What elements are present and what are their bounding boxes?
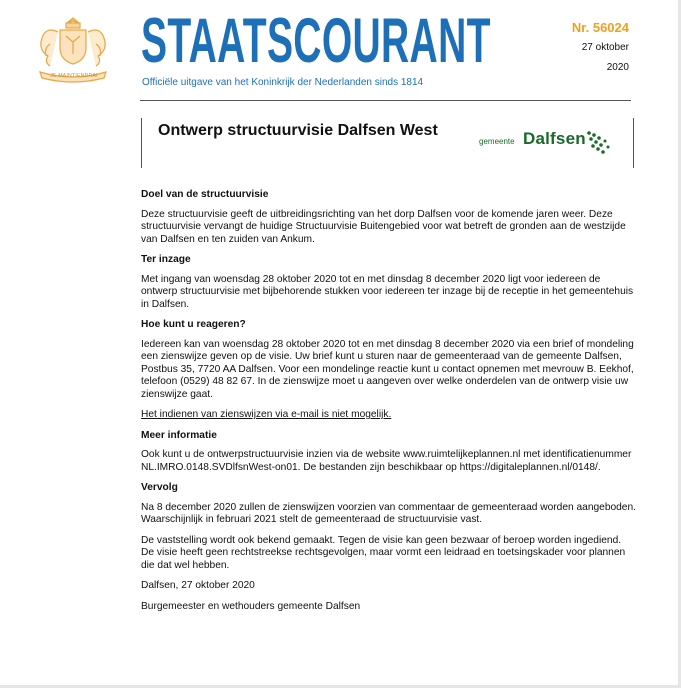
section-paragraph: De vaststelling wordt ook bekend gemaakt. Tegen de visie kan geen bezwaar of beroep worden ingediend. De visie heeft geen rechtstreekse rechtsgevolgen, maar vormt een leidraad en toetsingskader voor plannen die dat wel hebben. [141, 534, 626, 571]
document-body [141, 189, 636, 621]
document-title: Ontwerp structuurvisie Dalfsen West [158, 122, 438, 139]
section-paragraph: Deze structuurvisie geeft de uitbreidingsrichting van het dorp Dalfsen voor de komende jaren weer. Deze structuurvisie vervangt de huidige Structuurvisie Buitengebied voor wat betreft de gronden aan de westzijde van Dalfsen en ten zuiden van Ankum. [141, 208, 626, 245]
section-heading: Doel van de structuurvisie [141, 189, 269, 200]
section-doel [141, 189, 636, 246]
section-heading: Meer informatie [141, 429, 217, 441]
header-divider [140, 100, 631, 101]
section-reageren [141, 319, 636, 422]
logo-text-small: gemeente [479, 137, 515, 146]
issue-number: Nr. 56024 [571, 20, 629, 35]
section-paragraph: Ook kunt u de ontwerpstructuurvisie inzien via de website www.ruimtelijkeplannen.nl met identificatienummer NL.IMRO.0148.SVDlfsnWest-on01. De bestanden zijn beschikbaar op https://digitaleplannen.nl/0148/. [141, 449, 632, 473]
section-heading: Hoe kunt u reageren? [141, 319, 246, 330]
tagline: Officiële uitgave van het Koninkrijk der Nederlanden sinds 1814 [142, 77, 424, 88]
issue-date-day: 27 oktober [581, 42, 629, 53]
section-heading: Vervolg [141, 482, 178, 493]
email-notice: Het indienen van zienswijzen via e-mail is niet mogelijk. [141, 409, 392, 420]
logo-text-big: Dalfsen [523, 129, 586, 148]
section-heading: Ter inzage [141, 254, 191, 265]
section-paragraph: Iedereen kan van woensdag 28 oktober 2020 tot en met dinsdag 8 december 2020 via een brief of mondeling een zienswijze geven op de visie. Uw brief kunt u sturen naar de gemeenteraad van de gemeente Dalfsen, Postbus 35, 7720 AA Dalfsen. Voor een mondelinge reactie kunt u contact opnemen met mevrouw B. Eekhof, telefoon (0529) 48 82 67. In de zienswijze moet u aangeven over welke onderdelen van de ontwerp visie uw zienswijze gaat. [141, 338, 634, 400]
section-paragraph: Na 8 december 2020 zullen de zienswijzen voorzien van commentaar de gemeenteraad worden aangeboden. Waarschijnlijk in februari 2021 stelt de gemeenteraad de structuurvisie vast. [141, 501, 636, 525]
crest-motto: JE MAINTIENDRAI [50, 73, 98, 79]
gemeente-logo [479, 127, 619, 155]
signature-signatory: Burgemeester en wethouders gemeente Dalfsen [141, 600, 361, 612]
section-paragraph: Met ingang van woensdag 28 oktober 2020 tot en met dinsdag 8 december 2020 ligt voor iedereen de ontwerp structuurvisie met bijbehorende stukken voor iedereen ter inzage bij de receptie in het gemeentehuis in Dalfsen. [141, 273, 634, 310]
section-ter-inzage [141, 254, 636, 311]
issue-date-year: 2020 [606, 62, 629, 73]
masthead: STAATSCOURANT [141, 6, 491, 76]
section-vervolg [141, 482, 636, 613]
signature-date: Dalfsen, 27 oktober 2020 [141, 580, 255, 591]
logo-mark-icon [583, 127, 617, 155]
title-box [141, 118, 634, 168]
section-meer-informatie [141, 430, 636, 475]
